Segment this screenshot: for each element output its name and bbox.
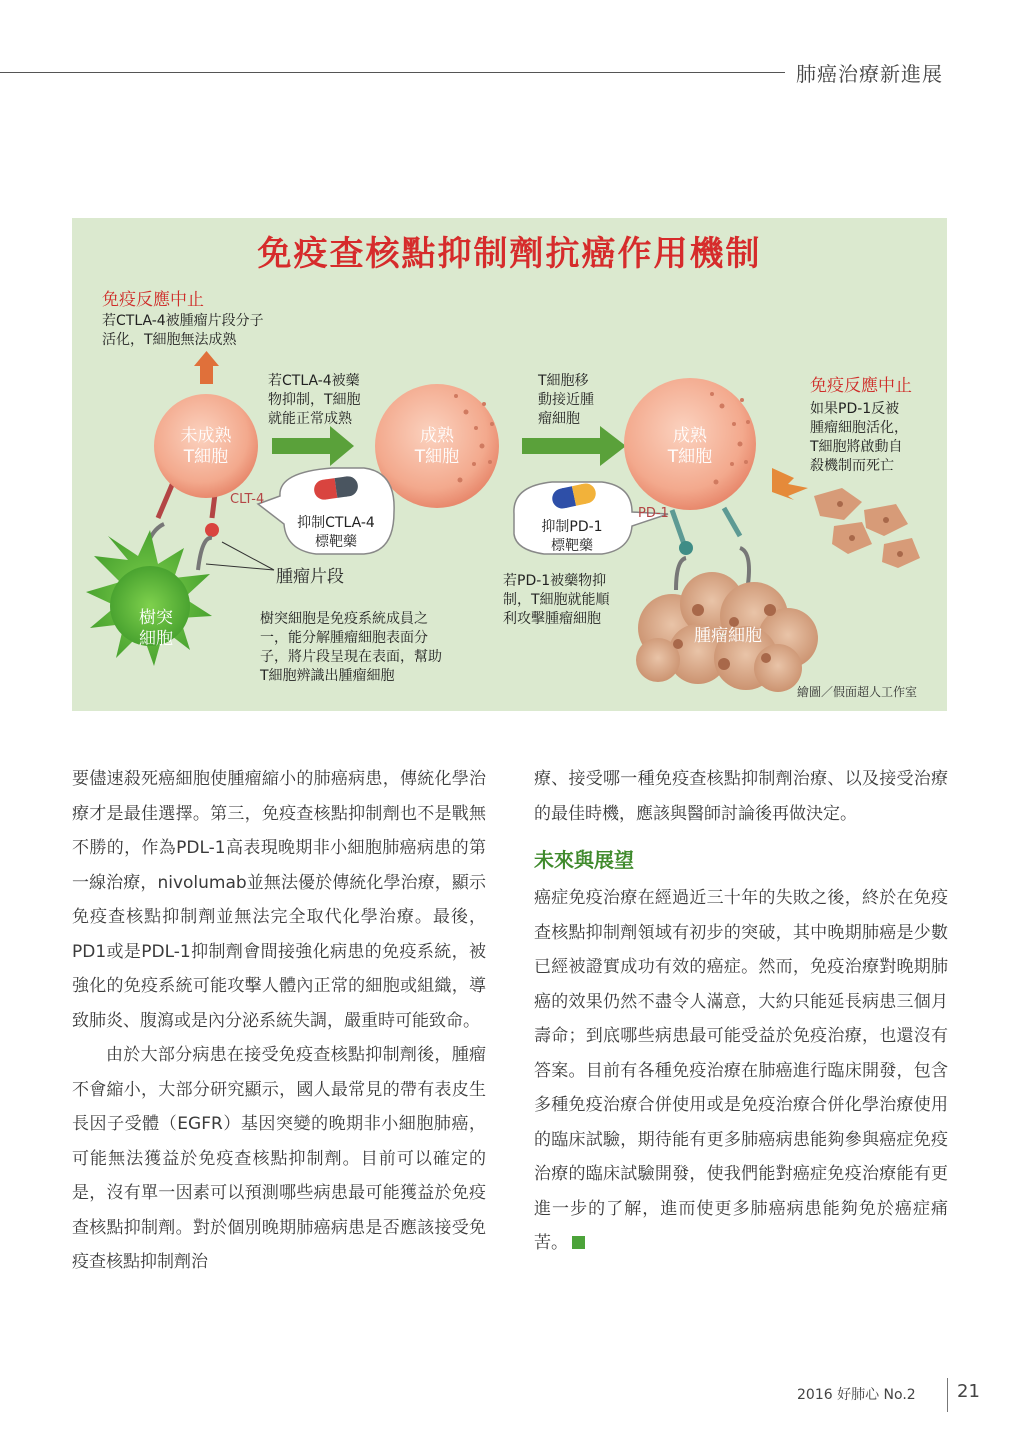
orange-arrow-right	[772, 468, 808, 500]
tumor-cell-label: 腫瘤細胞	[694, 626, 762, 646]
mechanism-figure	[72, 218, 947, 711]
footer-issue: 2016 好肺心 No.2	[797, 1387, 916, 1403]
dead-cell-fragments	[814, 488, 920, 568]
pd1-note-line2: 制，T細胞就能順	[503, 592, 610, 608]
pd1-tip-left	[679, 541, 693, 555]
footer-rule	[947, 1378, 948, 1412]
step1-line1: 若CTLA-4被藥	[268, 373, 360, 389]
left-stop-heading: 免疫反應中止	[102, 290, 204, 310]
right-paragraph-1: 療、接受哪一種免疫查核點抑制劑治療、以及接受治療的最佳時機，應該與醫師討論後再做決定。	[534, 769, 948, 824]
left-column	[72, 762, 486, 1280]
dendritic-label-1: 樹突	[139, 608, 173, 628]
left-stop-line1: 若CTLA-4被腫瘤片段分子	[102, 313, 264, 329]
pd1-stalk-right	[724, 508, 740, 536]
immature-t-cell-label-1: 未成熟	[180, 426, 232, 446]
green-arrow-2-head	[600, 426, 626, 466]
green-arrow-2	[522, 438, 602, 454]
pd1-stalk-left	[672, 510, 684, 544]
clt4-label: CLT-4	[230, 492, 265, 507]
pd1-hook-right	[740, 548, 749, 584]
up-arrow-head	[194, 351, 219, 366]
figure-credit: 繪圖／假面超人工作室	[797, 685, 918, 699]
running-header-title: 肺癌治療新進展	[796, 62, 943, 86]
step2-line2: 動接近腫	[538, 392, 594, 408]
ctla4-tip	[205, 523, 219, 537]
drug2-label-1: 抑制PD-1	[541, 519, 603, 535]
dendritic-note-line4: T細胞辨識出腫瘤細胞	[260, 668, 395, 684]
dendritic-note-line2: 一，能分解腫瘤細胞表面分	[260, 630, 428, 646]
green-arrow-1	[272, 438, 332, 454]
right-stop-line1: 如果PD-1反被	[810, 401, 900, 417]
drug1-label-2: 標靶藥	[315, 534, 357, 550]
page-number: 21	[957, 1381, 980, 1402]
step2-line1: T細胞移	[538, 373, 589, 389]
right-column	[534, 762, 948, 1261]
figure-title: 免疫查核點抑制劑抗癌作用機制	[257, 234, 762, 274]
up-arrow-stem	[200, 366, 213, 384]
right-paragraph-2	[534, 881, 948, 1261]
right-stop-line2: 腫瘤細胞活化，	[810, 420, 908, 436]
step2-line3: 瘤細胞	[538, 411, 580, 427]
right-stop-heading: 免疫反應中止	[810, 376, 912, 396]
mature-t-cell-1-label-2: T細胞	[414, 447, 460, 467]
mature-t-cell-2-label-2: T細胞	[667, 447, 713, 467]
right-stop-line3: T細胞將啟動自	[810, 439, 903, 455]
drug1-label-1: 抑制CTLA-4	[297, 515, 375, 531]
step1-line3: 就能正常成熟	[268, 411, 352, 427]
dendritic-label-2: 細胞	[139, 629, 173, 649]
left-stop-line2: 活化，T細胞無法成熟	[102, 332, 237, 348]
section-heading: 未來與展望	[534, 848, 634, 872]
header-rule	[0, 72, 785, 73]
end-mark-icon	[572, 1236, 585, 1249]
pd1-note-line3: 利攻擊腫瘤細胞	[503, 611, 601, 627]
right-paragraph-2-text: 癌症免疫治療在經過近三十年的失敗之後，終於在免疫查核點抑制劑領域有初步的突破，其中晚期肺癌是少數已經被證實成功有效的癌症。然而，免疫治療對晚期肺癌的效果仍然不盡令人滿意，大約只能延長病患三個月壽命；到底哪些病患最可能受益於免疫治療，也還沒有答案。目前有各種免疫治療在肺癌進行臨床開發，包含多種免疫治療合併使用或是免疫治療合併化學治療使用的臨床試驗，期待能有更多肺癌病患能夠參與癌症免疫治療的臨床試驗開發，使我們能對癌症免疫治療能有更進一步的了解，進而使更多肺癌病患能夠免於癌症痛苦。	[534, 888, 948, 1253]
mature-t-cell-2-label-1: 成熟	[673, 426, 707, 446]
dendritic-note-line3: 子，將片段呈現在表面，幫助	[260, 649, 442, 665]
step1-line2: 物抑制，T細胞	[268, 392, 361, 408]
drug2-label-2: 標靶藥	[551, 538, 593, 554]
immature-t-cell-label-2: T細胞	[183, 447, 229, 467]
fragment-label: 腫瘤片段	[276, 567, 344, 587]
mature-t-cell-1-label-1: 成熟	[420, 426, 454, 446]
green-arrow-1-head	[330, 426, 354, 466]
pd1-label: PD-1	[638, 506, 669, 521]
pd1-note-line1: 若PD-1被藥物抑	[503, 573, 607, 589]
left-paragraph-2: 由於大部分病患在接受免疫查核點抑制劑後，腫瘤不會縮小，大部分研究顯示，國人最常見的帶有表皮生長因子受體（EGFR）基因突變的晚期非小細胞肺癌，可能無法獲益於免疫查核點抑制劑。目前可以確定的是，沒有單一因素可以預測哪些病患最可能獲益於免疫查核點抑制劑。對於個別晚期肺癌病患是否應該接受免疫查核點抑制劑治	[72, 1045, 486, 1272]
dendritic-note-line1: 樹突細胞是免疫系統成員之	[260, 611, 428, 627]
right-stop-line4: 殺機制而死亡	[810, 458, 894, 474]
left-paragraph-1: 要儘速殺死癌細胞使腫瘤縮小的肺癌病患，傳統化學治療才是最佳選擇。第三，免疫查核點抑制劑也不是戰無不勝的，作為PDL-1高表現晚期非小細胞肺癌病患的第一線治療，nivolumab並無法優於傳統化學治療，顯示免疫查核點抑制劑並無法完全取代化學治療。最後，PD1或是PDL-1抑制劑會間接強化病患的免疫系統，被強化的免疫系統可能攻擊人體內正常的細胞或組織，導致肺炎、腹瀉或是內分泌系統失調，嚴重時可能致命。	[72, 769, 486, 1031]
mhc-hook-right	[198, 538, 212, 570]
pd1-hook-left	[676, 558, 686, 590]
